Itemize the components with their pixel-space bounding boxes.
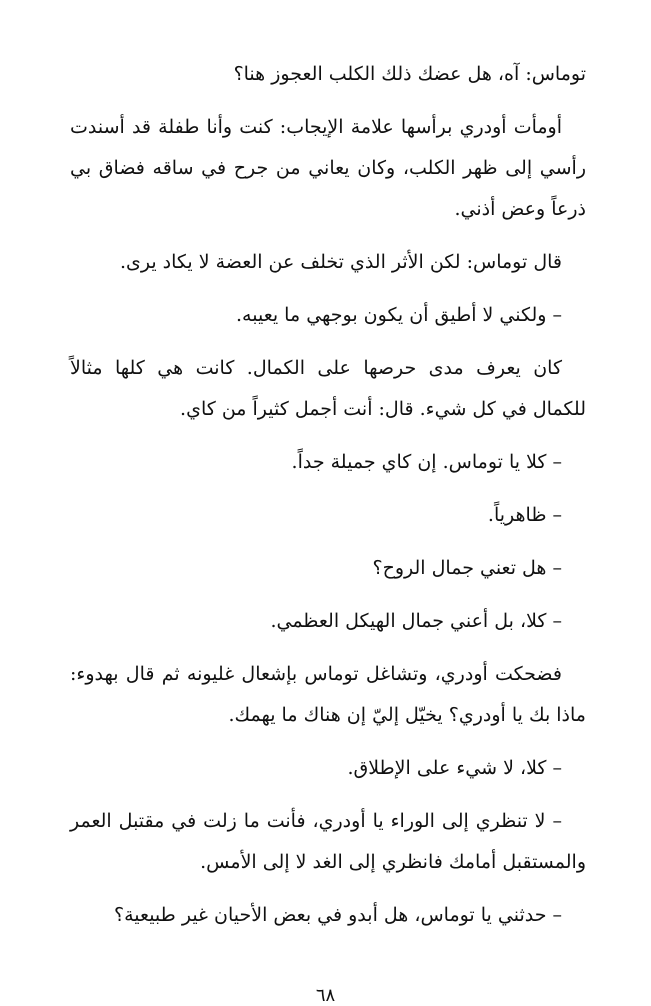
dialog-line-skeleton: – كلا، بل أعني جمال الهيكل العظمي. (270, 610, 562, 632)
paragraph-thomas-question: توماس: آه، هل عضك ذلك الكلب العجوز هنا؟ (233, 63, 586, 85)
dialog-line-outwardly: – ظاهرياً. (487, 504, 562, 526)
dialog-line-face: – ولكني لا أطيق أن يكون بوجهي ما يعيبه. (236, 304, 562, 326)
paragraph-audrey-nod: أومأت أودري برأسها علامة الإيجاب: كنت وأنا طفلة قد أسندت رأسي إلى ظهر الكلب، وكان يعاني من جرح في ساقه فضاق بي ذرعاً وعض أذني. (70, 116, 586, 220)
dialog-line-kay-beautiful: – كلا يا توماس. إن كاي جميلة جداً. (291, 451, 562, 473)
dialog-line-soul: – هل تعني جمال الروح؟ (372, 557, 562, 579)
paragraph-audrey-laughs: فضحكت أودري، وتشاغل توماس بإشعال غليونه ثم قال بهدوء: ماذا بك يا أودري؟ يخيّل إليّ إن هناك ما يهمك. (70, 663, 586, 726)
page-text (70, 54, 586, 948)
paragraph-unnatural: – حدثني يا توماس، هل أبدو في بعض الأحيان غير طبيعية؟ (114, 904, 562, 926)
paragraph-perfection: كان يعرف مدى حرصها على الكمال. كانت هي كلها مثالاً للكمال في كل شيء. قال: أنت أجمل كثيراً من كاي. (70, 357, 586, 420)
page-number: ٦٨ (315, 985, 336, 1006)
dialog-line-nothing: – كلا، لا شيء على الإطلاق. (347, 757, 562, 779)
paragraph-look-ahead: – لا تنظري إلى الوراء يا أودري، فأنت ما زلت في مقتبل العمر والمستقبل أمامك فانظري إلى الغد لا إلى الأمس. (70, 810, 586, 873)
paragraph-thomas-scar: قال توماس: لكن الأثر الذي تخلف عن العضة لا يكاد يرى. (119, 251, 562, 273)
